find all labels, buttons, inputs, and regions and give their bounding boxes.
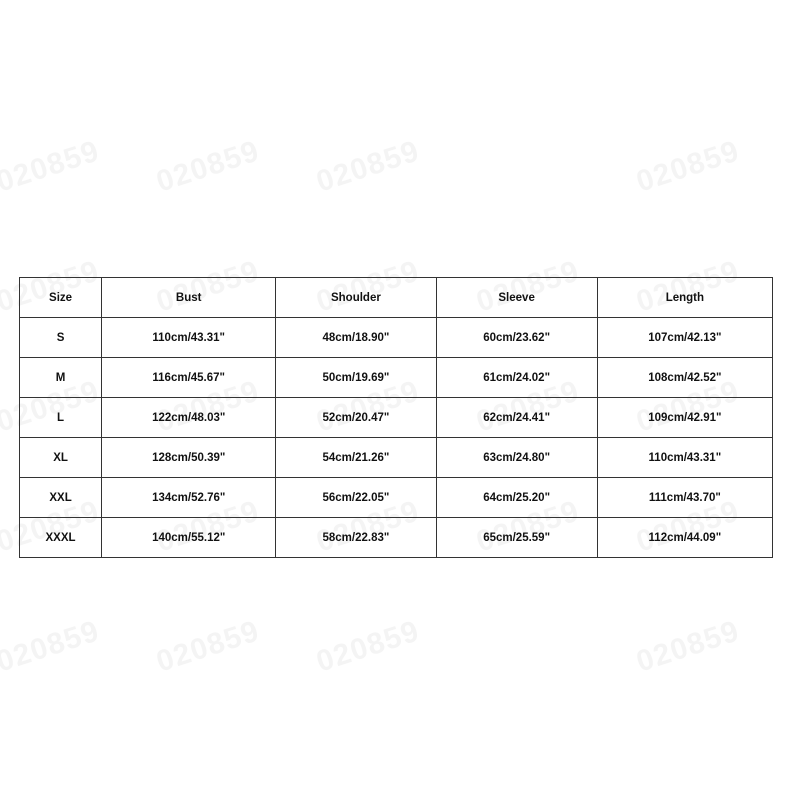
cell-length: 107cm/42.13" <box>597 318 772 358</box>
size-chart-table <box>19 277 773 558</box>
cell-sleeve: 64cm/25.20" <box>436 478 597 518</box>
cell-length: 108cm/42.52" <box>597 358 772 398</box>
watermark <box>152 614 263 679</box>
watermark <box>0 134 104 199</box>
table-row <box>20 358 773 398</box>
table-row <box>20 318 773 358</box>
cell-size: S <box>20 318 102 358</box>
watermark <box>312 614 423 679</box>
watermark <box>312 134 423 199</box>
cell-shoulder: 54cm/21.26" <box>276 438 436 478</box>
cell-shoulder: 58cm/22.83" <box>276 518 436 558</box>
header-bust: Bust <box>102 278 276 318</box>
cell-bust: 110cm/43.31" <box>102 318 276 358</box>
cell-shoulder: 50cm/19.69" <box>276 358 436 398</box>
cell-bust: 140cm/55.12" <box>102 518 276 558</box>
header-sleeve: Sleeve <box>436 278 597 318</box>
cell-length: 111cm/43.70" <box>597 478 772 518</box>
cell-size: XXL <box>20 478 102 518</box>
cell-sleeve: 61cm/24.02" <box>436 358 597 398</box>
cell-length: 110cm/43.31" <box>597 438 772 478</box>
watermark <box>152 134 263 199</box>
cell-size: M <box>20 358 102 398</box>
cell-size: XXXL <box>20 518 102 558</box>
table-row <box>20 438 773 478</box>
cell-bust: 122cm/48.03" <box>102 398 276 438</box>
cell-bust: 134cm/52.76" <box>102 478 276 518</box>
table-row <box>20 398 773 438</box>
table-header-row <box>20 278 773 318</box>
table-row <box>20 478 773 518</box>
header-size: Size <box>20 278 102 318</box>
cell-shoulder: 52cm/20.47" <box>276 398 436 438</box>
watermark <box>632 614 743 679</box>
watermark <box>632 134 743 199</box>
cell-bust: 128cm/50.39" <box>102 438 276 478</box>
cell-shoulder: 56cm/22.05" <box>276 478 436 518</box>
cell-length: 112cm/44.09" <box>597 518 772 558</box>
cell-bust: 116cm/45.67" <box>102 358 276 398</box>
cell-length: 109cm/42.91" <box>597 398 772 438</box>
header-length: Length <box>597 278 772 318</box>
table-row <box>20 518 773 558</box>
cell-sleeve: 62cm/24.41" <box>436 398 597 438</box>
cell-sleeve: 65cm/25.59" <box>436 518 597 558</box>
header-shoulder: Shoulder <box>276 278 436 318</box>
cell-sleeve: 63cm/24.80" <box>436 438 597 478</box>
watermark <box>0 614 104 679</box>
cell-size: XL <box>20 438 102 478</box>
cell-sleeve: 60cm/23.62" <box>436 318 597 358</box>
cell-size: L <box>20 398 102 438</box>
cell-shoulder: 48cm/18.90" <box>276 318 436 358</box>
